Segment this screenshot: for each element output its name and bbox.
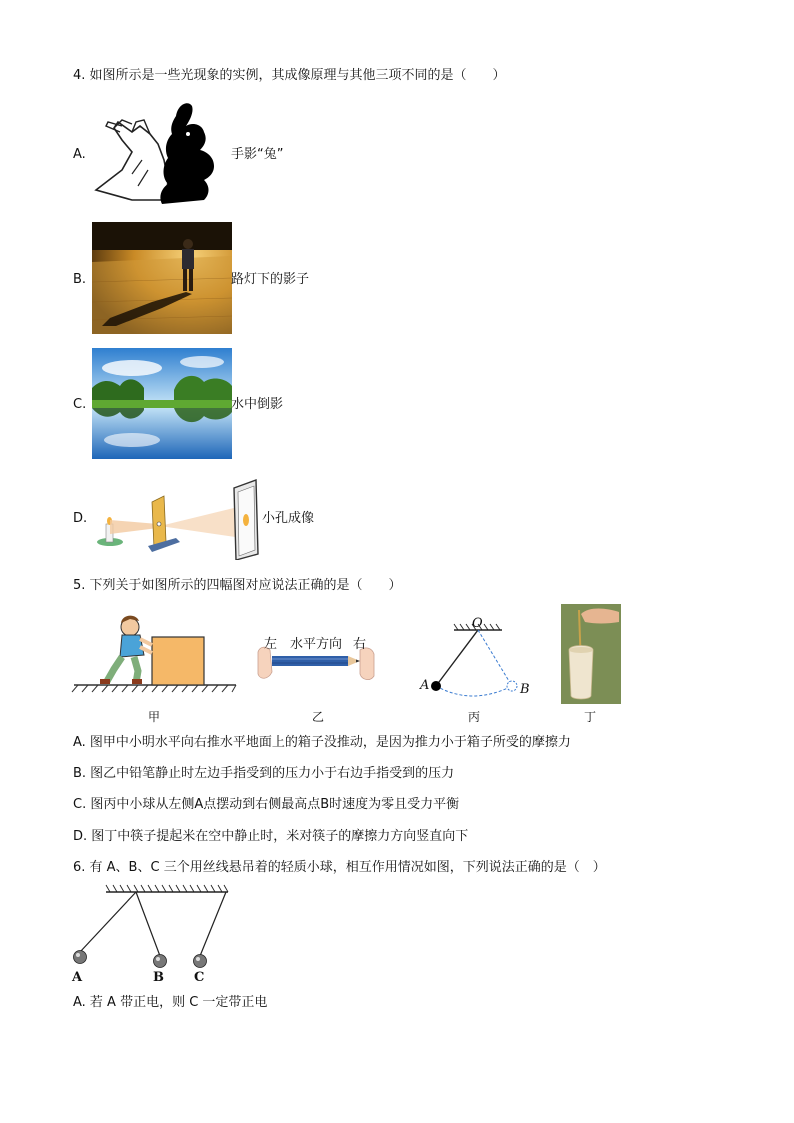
q6-option-a: A. 若 A 带正电，则 C 一定带正电 bbox=[73, 995, 268, 1010]
figure-ding-chopstick-rice bbox=[561, 604, 621, 704]
figure-label-jia: 甲 bbox=[148, 710, 161, 724]
pendulum-label-b: B bbox=[520, 682, 530, 697]
q4-option-a-letter: A. bbox=[73, 147, 86, 162]
pinhole-camera-diagram bbox=[92, 476, 264, 560]
ball-label-c: C bbox=[194, 970, 205, 985]
pendulum-label-o: O bbox=[472, 616, 483, 631]
q4-option-c-caption: 水中倒影 bbox=[231, 397, 284, 412]
q4-option-c-letter: C. bbox=[73, 397, 87, 412]
q4-option-b-caption: 路灯下的影子 bbox=[231, 272, 310, 287]
figure-charged-balls bbox=[70, 880, 240, 968]
streetlight-shadow-photo bbox=[92, 222, 232, 334]
q6-stem: 6. 有 A、B、C 三个用丝线悬吊着的轻质小球，相互作用情况如图，下列说法正确的是（ ） bbox=[73, 860, 606, 875]
ball-label-a: A bbox=[72, 970, 83, 985]
q4-option-d-caption: 小孔成像 bbox=[262, 511, 315, 526]
hand-shadow-rabbit-icon bbox=[92, 100, 232, 206]
ball-label-b: B bbox=[153, 970, 164, 985]
q5-option-b: B. 图乙中铅笔静止时左边手指受到的压力小于右边手指受到的压力 bbox=[73, 766, 455, 781]
figure-label-yi: 乙 bbox=[312, 710, 325, 724]
figure-label-ding: 丁 bbox=[584, 710, 597, 724]
pencil-label-left: 左 bbox=[264, 637, 278, 652]
q4-option-a-caption: 手影“兔” bbox=[231, 147, 284, 162]
q4-stem: 4. 如图所示是一些光现象的实例，其成像原理与其他三项不同的是（ ） bbox=[73, 68, 506, 83]
q5-option-c: C. 图丙中小球从左侧A点摆动到右侧最高点B时速度为零且受力平衡 bbox=[73, 797, 460, 812]
q5-option-a: A. 图甲中小明水平向右推水平地面上的箱子没推动，是因为推力小于箱子所受的摩擦力 bbox=[73, 735, 571, 750]
lake-reflection-photo bbox=[92, 348, 232, 459]
q5-option-d: D. 图丁中筷子提起米在空中静止时，米对筷子的摩擦力方向竖直向下 bbox=[73, 829, 469, 844]
pendulum-label-a: A bbox=[420, 678, 430, 693]
q4-option-b-letter: B. bbox=[73, 272, 87, 287]
figure-jia-push-box bbox=[70, 605, 238, 695]
pencil-label-right: 右 bbox=[353, 637, 367, 652]
q5-stem: 5. 下列关于如图所示的四幅图对应说法正确的是（ ） bbox=[73, 578, 402, 593]
pencil-label-direction: 水平方向 bbox=[290, 637, 343, 652]
figure-label-bing: 丙 bbox=[468, 710, 481, 724]
q4-option-d-letter: D. bbox=[73, 511, 88, 526]
